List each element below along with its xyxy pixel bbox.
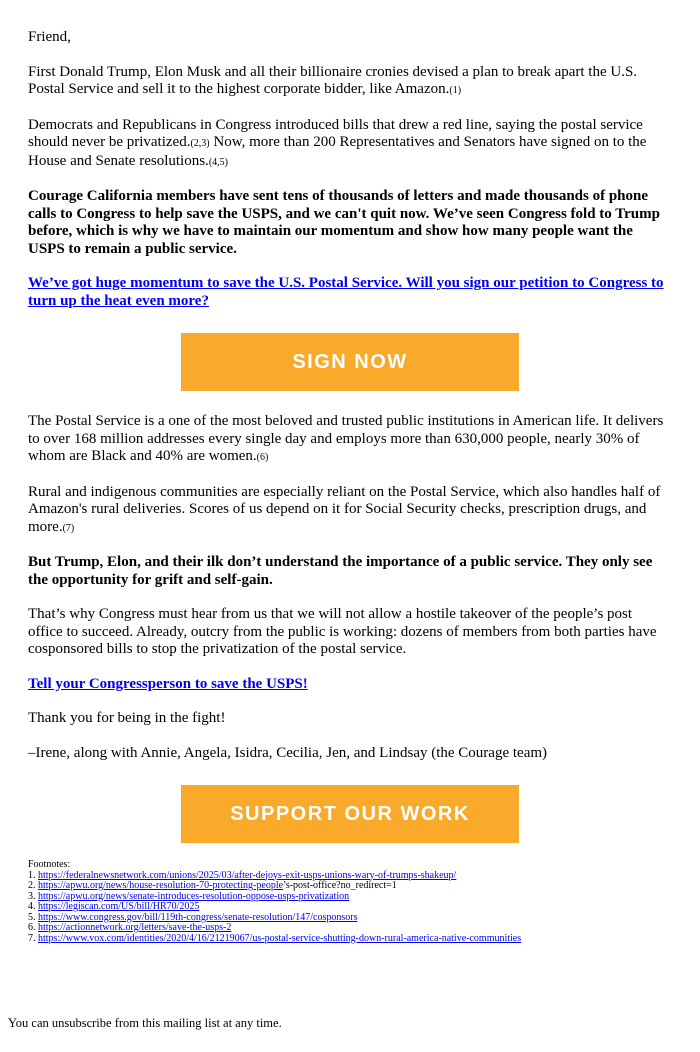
footnote-link[interactable]: https://apwu.org/news/senate-introduces-resolution-oppose-usps-privatization <box>38 890 350 902</box>
paragraph-bills-text-b: Now, more than 200 Representatives and Senators have signed on to the House and Senate resolutions. <box>28 134 647 169</box>
paragraph-trump-bold: But Trump, Elon, and their ilk don’t understand the importance of a public service. They only see the opportunity for grift and self-gain. <box>28 554 653 588</box>
congress-paragraph <box>28 676 668 694</box>
footnote-ref: (1) <box>449 85 462 96</box>
footnote-link[interactable]: https://legiscan.com/US/bill/HR70/2025 <box>38 901 200 912</box>
footnote-link[interactable]: https://actionnetwork.org/letters/save-the-usps-2 <box>38 922 232 933</box>
footnote-number: 6. <box>28 922 36 933</box>
sign-now-wrapper <box>181 333 668 391</box>
sign-now-button[interactable]: SIGN NOW <box>181 333 519 391</box>
footnote-link[interactable]: https://www.vox.com/identities/2020/4/16/21219067/us-postal-service-shutting-down-rural-america-native-communities <box>38 932 522 944</box>
petition-link[interactable]: We’ve got huge momentum to save the U.S. Postal Service. Will you sign our petition to Congress to turn up the heat even more? <box>28 275 664 309</box>
thanks-text: Thank you for being in the fight! <box>28 710 226 726</box>
footnote-number: 4. <box>28 901 36 912</box>
paragraph-bills-text-a: Democrats and Republicans in Congress introduced bills that drew a red line, saying the postal service should never be privatized. <box>28 116 643 150</box>
support-our-work-button[interactable]: SUPPORT OUR WORK <box>181 785 519 843</box>
footnote-number: 5. <box>28 911 36 923</box>
footnote-number: 7. <box>28 932 36 944</box>
paragraph-bills <box>28 117 668 172</box>
footnote-item <box>28 934 521 945</box>
footnote-ref: (2,3) <box>190 138 210 149</box>
paragraph-rural-text: Rural and indigenous communities are especially reliant on the Postal Service, which also handles half of Amazon's rural deliveries. Scores of us depend on it for Social Security checks, prescription drugs, and more. <box>28 483 661 535</box>
paragraph-intro <box>28 64 668 100</box>
paragraph-congress: That’s why Congress must hear from us that we will not allow a hostile takeover of the people’s post office to succeed. Already, outcry from the public is working: dozens of members from both parties have cosponsored bills to stop the privatization of the postal service. <box>28 606 657 657</box>
paragraph-rural <box>28 484 668 538</box>
paragraph-members-bold: Courage California members have sent tens of thousands of letters and made thousands of phone calls to Congress to help save the USPS, and we can't quit now. We’ve seen Congress fold to Trump before, which is why we have to maintain our momentum and show how many people want the USPS to remain a public service. <box>28 188 660 257</box>
footnote-number: 3. <box>28 890 36 902</box>
footnotes-title: Footnotes: <box>28 859 71 870</box>
footnote-number: 1. <box>28 869 36 881</box>
paragraph-intro-text: First Donald Trump, Elon Musk and all their billionaire cronies devised a plan to break apart the U.S. Postal Service and sell it to the highest corporate bidder, like Amazon. <box>28 63 638 97</box>
footnote-number: 2. <box>28 880 36 891</box>
paragraph-postal-service-text: The Postal Service is a one of the most beloved and trusted public institutions in American life. It delivers to over 168 million addresses every single day and employs more than 630,000 people, nearly 30% of whom are Black and 40% are women. <box>28 413 664 464</box>
signoff-text: –Irene, along with Annie, Angela, Isidra, Cecilia, Jen, and Lindsay (the Courage team) <box>28 744 548 761</box>
footnote-ref: (4,5) <box>208 156 228 168</box>
footnote-link[interactable]: https://www.congress.gov/bill/119th-congress/senate-resolution/147/cosponsors <box>38 911 358 923</box>
support-wrapper <box>181 785 668 843</box>
email-body <box>28 22 668 843</box>
congress-link[interactable]: Tell your Congressperson to save the USPS! <box>28 675 308 692</box>
petition-paragraph <box>28 275 668 310</box>
unsubscribe-text: You can unsubscribe from this mailing list at any time. <box>8 1016 282 1030</box>
footnote-ref: (7) <box>62 522 75 534</box>
greeting: Friend, <box>28 29 71 45</box>
paragraph-postal-service <box>28 413 668 467</box>
footnotes <box>28 860 521 944</box>
footnote-tail: ’s-post-office?no_redirect=1 <box>283 880 397 891</box>
footnote-link[interactable]: https://federalnewsnetwork.com/unions/2025/03/after-dejoys-exit-usps-unions-wary-of-trumps-shakeup/ <box>38 869 457 881</box>
footnote-ref: (6) <box>256 452 269 463</box>
footnote-link[interactable]: https://apwu.org/news/house-resolution-70-protecting-people <box>38 880 284 891</box>
